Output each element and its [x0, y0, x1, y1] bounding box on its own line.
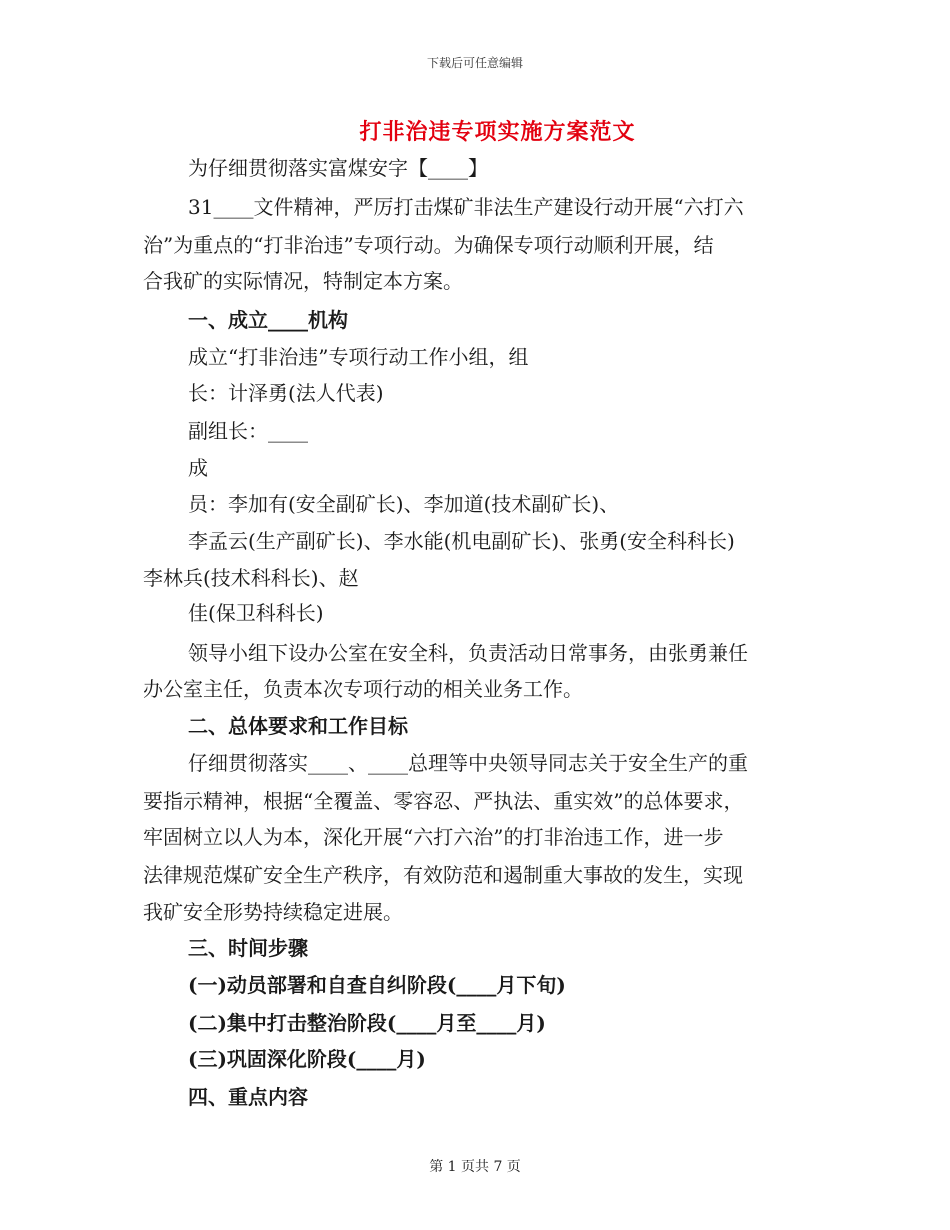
paragraph-line: 成立“打非治违”专项行动工作小组，组	[188, 345, 529, 369]
paragraph-line: 领导小组下设办公室在安全科，负责活动日常事务，由张勇兼任	[188, 641, 748, 665]
paragraph-line: 成	[188, 456, 208, 480]
paragraph-line: 31____文件精神，严厉打击煤矿非法生产建设行动开展“六打六	[188, 195, 744, 219]
paragraph-line: 佳(保卫科科长)	[188, 601, 324, 625]
paragraph-line: 长：计泽勇(法人代表)	[188, 381, 384, 405]
document-title: 打非治违专项实施方案范文	[359, 119, 636, 145]
paragraph-line: 李林兵(技术科科长)、赵	[143, 566, 359, 590]
paragraph-line: 员：李加有(安全副矿长)、李加道(技术副矿长)、	[188, 492, 620, 516]
paragraph-line: 我矿安全形势持续稳定进展。	[143, 900, 403, 924]
header-note: 下载后可任意编辑	[426, 56, 523, 70]
subsection-heading: (一)动员部署和自查自纠阶段(____月下旬)	[188, 973, 566, 997]
section-heading: 四、重点内容	[188, 1085, 308, 1109]
section-heading: 二、总体要求和工作目标	[188, 714, 408, 738]
paragraph-line: 合我矿的实际情况，特制定本方案。	[143, 269, 463, 293]
paragraph-line: 牢固树立以人为本，深化开展“六打六治”的打非治违工作，进一步	[143, 825, 724, 849]
subsection-heading: (三)巩固深化阶段(____月)	[188, 1047, 426, 1071]
paragraph-line: 仔细贯彻落实____、____总理等中央领导同志关于安全生产的重	[188, 751, 748, 775]
page-footer: 第 1 页共 7 页	[429, 1159, 521, 1175]
section-heading: 三、时间步骤	[188, 936, 308, 960]
paragraph-line: 为仔细贯彻落实富煤安字【____】	[188, 156, 488, 180]
paragraph-line: 办公室主任，负责本次专项行动的相关业务工作。	[143, 677, 583, 701]
paragraph-line: 要指示精神，根据“全覆盖、零容忍、严执法、重实效”的总体要求，	[143, 789, 744, 813]
paragraph-line: 治”为重点的“打非治违”专项行动。为确保专项行动顺利开展，结	[143, 233, 714, 257]
paragraph-line: 李孟云(生产副矿长)、李水能(机电副矿长)、张勇(安全科科长)	[188, 529, 735, 553]
paragraph-line: 副组长：____	[188, 419, 308, 443]
paragraph-line: 法律规范煤矿安全生产秩序，有效防范和遏制重大事故的发生，实现	[143, 863, 743, 887]
subsection-heading: (二)集中打击整治阶段(____月至____月)	[188, 1011, 546, 1035]
section-heading: 一、成立____机构	[188, 308, 348, 332]
